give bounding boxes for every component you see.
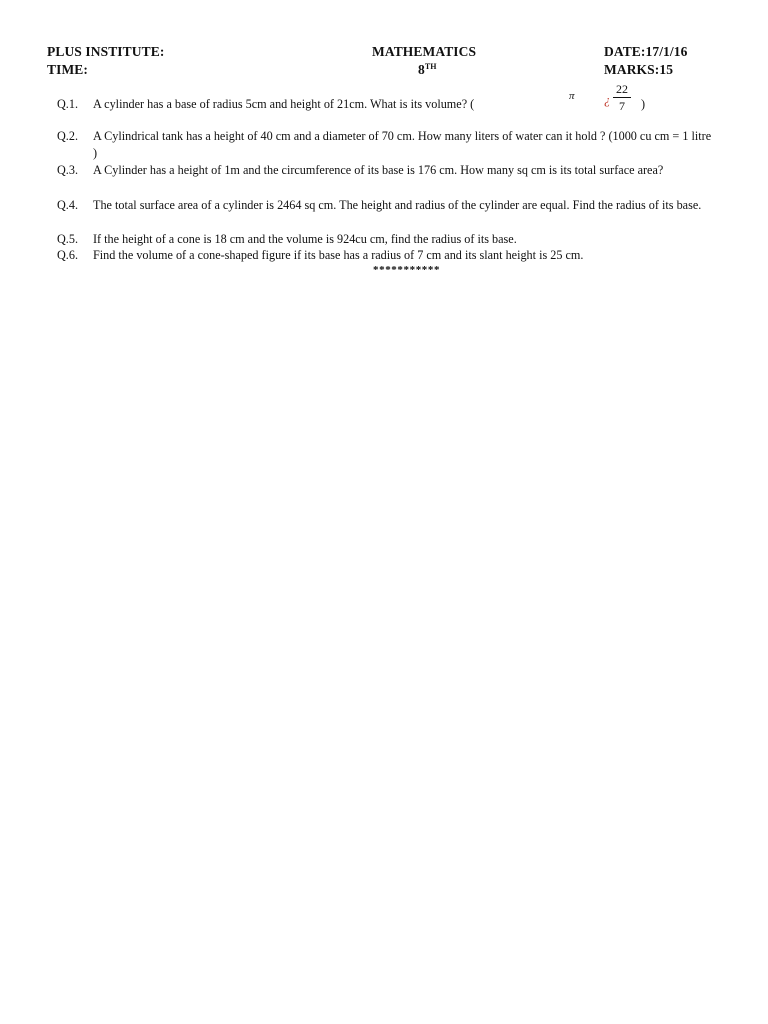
fraction-denominator: 7: [619, 99, 625, 113]
question-number: Q.4.: [57, 198, 78, 212]
question-text: A cylinder has a base of radius 5cm and height of 21cm. What is its volume? (: [93, 97, 475, 111]
fraction-numerator: 22: [616, 82, 628, 96]
question-4: [57, 197, 717, 214]
question-number: Q.1.: [57, 97, 78, 111]
question-text: A Cylinder has a height of 1m and the circumference of its base is 176 cm. How many sq cm is its total surface area?: [93, 163, 664, 177]
question-number: Q.2.: [57, 129, 78, 143]
question-number: Q.6.: [57, 248, 78, 262]
question-number: Q.5.: [57, 232, 78, 246]
grade-suffix: TH: [424, 62, 437, 71]
question-5: [57, 231, 717, 248]
pi-symbol: π: [569, 90, 575, 102]
end-marker: ***********: [373, 264, 441, 276]
question-text: The total surface area of a cylinder is 2464 sq cm. The height and radius of the cylinder are equal. Find the radius of its base.: [93, 198, 702, 212]
grade-number: 8: [418, 62, 425, 77]
stray-character: ¿: [604, 92, 611, 107]
fraction-bar: [613, 97, 631, 98]
institute-name: PLUS INSTITUTE:: [47, 44, 165, 59]
question-number: Q.3.: [57, 163, 78, 177]
question-text: A Cylindrical tank has a height of 40 cm and a diameter of 70 cm. How many liters of water can it hold ? (1000 cu cm = 1 litre ): [93, 129, 712, 160]
question-text: Find the volume of a cone-shaped figure if its base has a radius of 7 cm and its slant height is 25 cm.: [93, 248, 584, 262]
question-text: If the height of a cone is 18 cm and the volume is 924cu cm, find the radius of its base.: [93, 232, 517, 246]
time-label: TIME:: [47, 62, 88, 77]
exam-date: DATE:17/1/16: [604, 44, 688, 59]
fraction-22-over-7: [613, 82, 631, 113]
question-3: [57, 162, 717, 179]
question-6: [57, 247, 717, 264]
marks-label: MARKS:15: [604, 62, 674, 77]
closing-parenthesis: ): [641, 97, 646, 111]
grade-label: [418, 62, 437, 78]
subject-title: MATHEMATICS: [372, 44, 477, 59]
question-2: [57, 128, 717, 161]
